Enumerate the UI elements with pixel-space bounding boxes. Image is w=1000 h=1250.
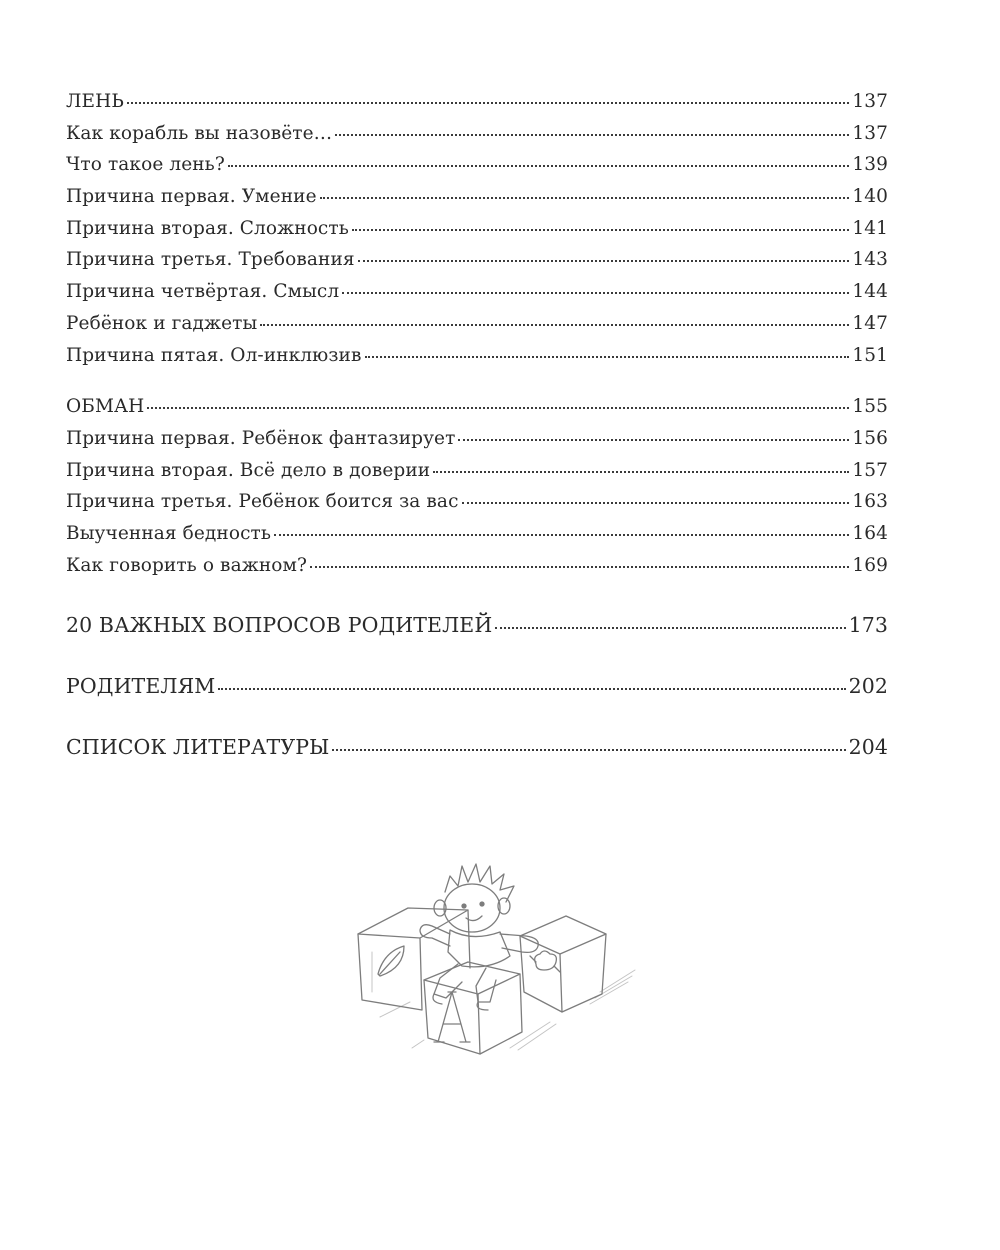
toc-entry-page: 139 xyxy=(852,154,888,176)
dot-leader xyxy=(365,356,850,358)
toc-entry-title: ЛЕНЬ xyxy=(66,91,124,112)
toc-entry[interactable] xyxy=(66,391,888,423)
toc-entry[interactable] xyxy=(66,518,888,550)
toc-entry-page: 143 xyxy=(852,249,888,271)
toc-section-parents xyxy=(66,671,888,703)
toc-entry[interactable] xyxy=(66,550,888,582)
toc-entry-title: Что такое лень? xyxy=(66,154,225,176)
dot-leader xyxy=(352,229,849,231)
pencil-shading xyxy=(372,952,635,1050)
toc-entry-title: Как говорить о важном? xyxy=(66,554,307,576)
toc-entry[interactable] xyxy=(66,276,888,308)
toc-entry-page: 157 xyxy=(852,459,888,481)
toc-entry-page: 144 xyxy=(852,281,888,303)
toc-entry-page: 141 xyxy=(852,217,888,239)
right-block xyxy=(520,916,606,1012)
dot-leader xyxy=(320,197,850,199)
toc-entry[interactable] xyxy=(66,244,888,276)
dot-leader xyxy=(218,688,845,690)
toc-entry-page: 202 xyxy=(848,674,888,698)
dot-leader xyxy=(332,749,845,751)
toc-entry-page: 163 xyxy=(852,491,888,513)
dot-leader xyxy=(433,471,849,473)
toc-entry-title: Причина третья. Требования xyxy=(66,249,355,271)
toc-entry-page: 204 xyxy=(848,734,888,759)
dot-leader xyxy=(274,534,849,536)
dot-leader xyxy=(127,102,849,104)
toc-entry-page: 173 xyxy=(848,613,888,638)
toc-entry-title: Как корабль вы назовёте… xyxy=(66,122,333,144)
boy-on-blocks-illustration xyxy=(350,852,640,1064)
body xyxy=(448,930,510,967)
toc-entry[interactable] xyxy=(66,671,888,703)
toc-entry-page: 137 xyxy=(852,122,888,144)
toc-entry-title: ОБМАН xyxy=(66,396,145,418)
dot-leader xyxy=(458,439,849,441)
toc-entry-page: 151 xyxy=(852,344,888,366)
toc-entry-page: 140 xyxy=(852,186,888,208)
legs xyxy=(434,964,496,1002)
flower-icon xyxy=(535,951,557,970)
dot-leader xyxy=(310,566,849,568)
toc-entry[interactable] xyxy=(66,340,888,372)
face xyxy=(444,884,500,932)
toc-entry-page: 137 xyxy=(852,91,888,112)
toc-entry-title: Выученная бедность xyxy=(66,522,272,544)
toc-entry[interactable] xyxy=(66,308,888,340)
toc-entry-page: 156 xyxy=(852,427,888,449)
toc-entry-page: 169 xyxy=(852,554,888,576)
toc-entry-title: Причина первая. Умение xyxy=(66,186,317,208)
dot-leader xyxy=(462,502,850,504)
dot-leader xyxy=(260,324,849,326)
toc-entry-title: 20 ВАЖНЫХ ВОПРОСОВ РОДИТЕЛЕЙ xyxy=(66,613,493,638)
toc-entry-page: 147 xyxy=(852,312,888,334)
right-arm xyxy=(500,934,538,952)
toc-section-laziness xyxy=(66,86,888,371)
dot-leader xyxy=(228,165,850,167)
leaf-icon xyxy=(378,946,404,976)
dot-leader xyxy=(147,407,849,409)
toc-entry-title: Причина третья. Ребёнок боится за вас xyxy=(66,491,459,513)
toc-entry[interactable] xyxy=(66,86,888,118)
letter-a-icon xyxy=(434,992,470,1042)
toc-entry-title: Причина вторая. Всё дело в доверии xyxy=(66,459,431,481)
toc-entry[interactable] xyxy=(66,732,888,764)
toc-entry-page: 155 xyxy=(852,396,888,418)
dot-leader xyxy=(358,260,850,262)
toc-entry[interactable] xyxy=(66,213,888,245)
toc-entry-title: Причина четвёртая. Смысл xyxy=(66,281,340,303)
toc-section-questions xyxy=(66,610,888,642)
toc-entry[interactable] xyxy=(66,423,888,455)
toc-section-literature xyxy=(66,732,888,764)
dot-leader xyxy=(342,292,849,294)
toc-entry-title: Причина пятая. Ол-инклюзив xyxy=(66,344,362,366)
toc-entry[interactable] xyxy=(66,610,888,642)
dot-leader xyxy=(495,627,845,629)
toc-entry[interactable] xyxy=(66,181,888,213)
toc-entry-title: Ребёнок и гаджеты xyxy=(66,312,258,334)
toc-section-deception xyxy=(66,391,888,581)
toc-entry[interactable] xyxy=(66,118,888,150)
toc-entry-title: РОДИТЕЛЯМ xyxy=(66,674,216,698)
toc-entry-title: Причина первая. Ребёнок фантазирует xyxy=(66,427,456,449)
table-of-contents xyxy=(66,86,888,783)
toc-entry[interactable] xyxy=(66,149,888,181)
hair xyxy=(445,864,514,902)
toc-entry-page: 164 xyxy=(852,522,888,544)
toc-entry-title: СПИСОК ЛИТЕРАТУРЫ xyxy=(66,734,330,759)
dot-leader xyxy=(335,134,849,136)
toc-entry-title: Причина вторая. Сложность xyxy=(66,217,349,239)
toc-entry[interactable] xyxy=(66,455,888,487)
toc-entry[interactable] xyxy=(66,486,888,518)
front-block xyxy=(424,962,522,1054)
